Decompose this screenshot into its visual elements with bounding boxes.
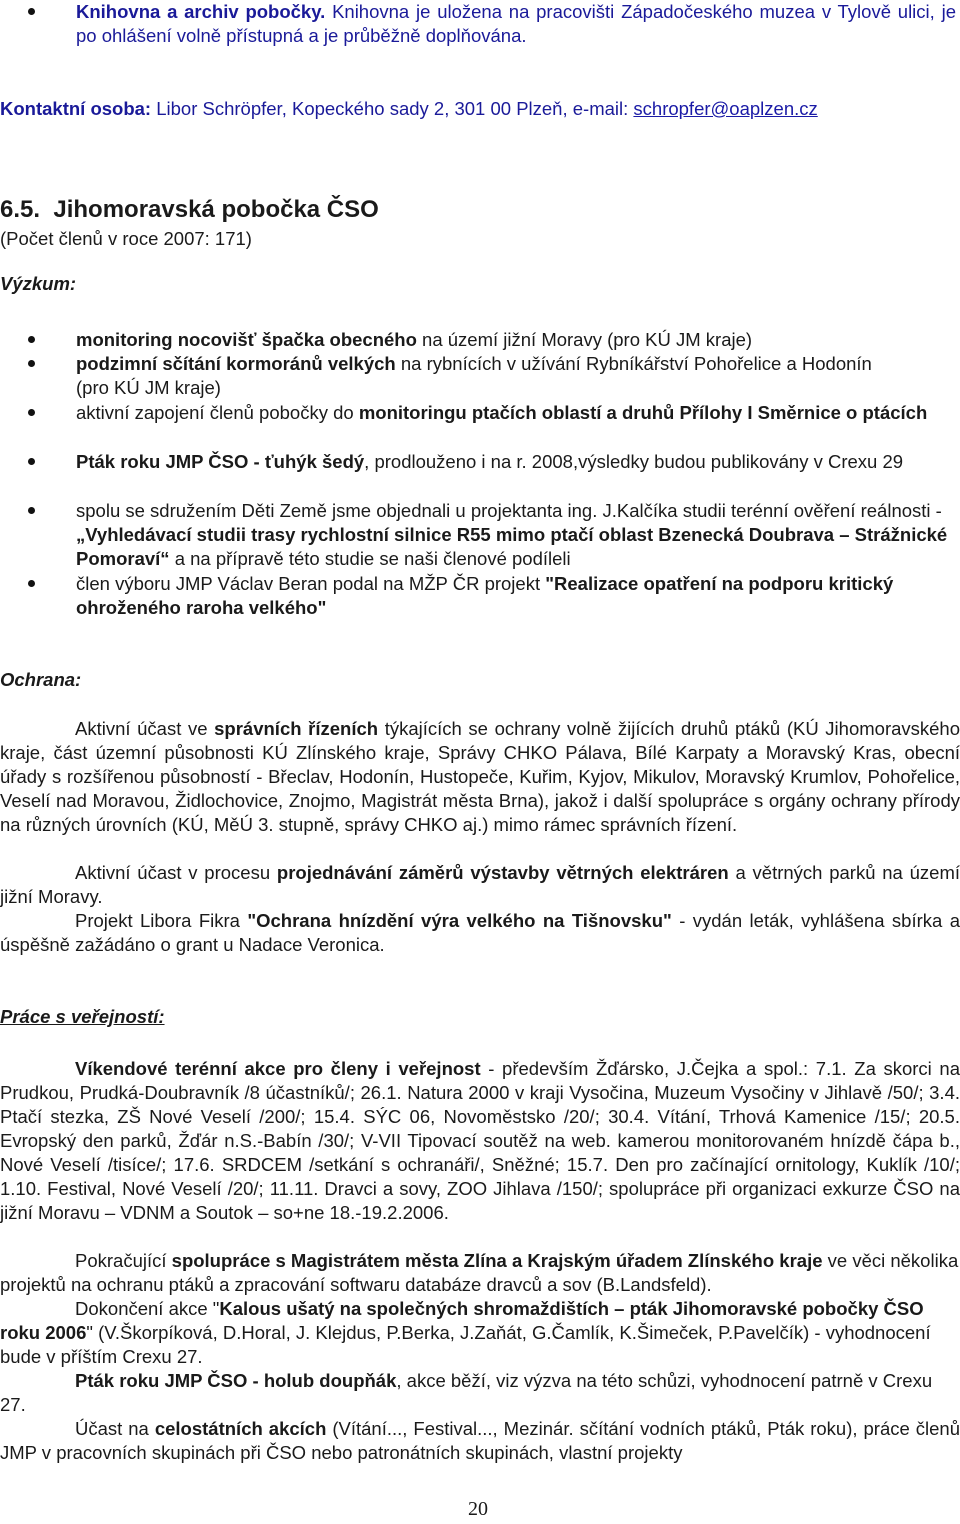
ochrana-text: a větrných parků na území jižní Moravy. [0,862,960,907]
ochrana-text: Aktivní účast v procesu [75,862,277,883]
vyzkum-item-text: a na přípravě této studie se naši členové podíleli [169,548,571,569]
section-number: 6.5. [0,196,41,223]
page-number: 20 [468,1498,488,1520]
vyzkum-item [76,572,956,620]
verejnost-text: (Vítání..., Festival..., Mezinár. sčítání vodních ptáků, Pták roku), práce členů JMP v pracovních skupinách při ČSO nebo patronátních skupinách, vlastní projekty [0,1418,960,1463]
library-text: Knihovna je uložena na pracovišti Západočeského muzea v Tylově ulici, je po ohlášení volně přístupná a je průběžně doplňována. [76,1,956,46]
vyzkum-item [76,328,956,352]
bullet-marker [28,458,35,465]
bullet-marker [28,8,35,15]
vyzkum-item [76,499,956,571]
members-count: (Počet členů v roce 2007: 171) [0,228,252,249]
verejnost-paragraph [0,1369,960,1417]
ochrana-text: týkajících se ochrany volně žijících druhů ptáků (KÚ Jihomoravského kraje, část územní působnosti KÚ Zlínského kraje, Správy CHKO Pálava, Bílé Karpaty a Moravský Kras, obecní úřady s rozšířenou působností - Břeclav, Hodonín, Hustopeče, Kuřim, Kyjov, Mikulov, Moravský Krumlov, Pohořelice, Veselí nad Moravou, Židlochovice, Znojmo, Magistrát města Brna), jakož i další spolupráce s orgány ochrany přírody na různých úrovních (KÚ, MěÚ 3. stupně, správy CHKO aj.) mimo rámec správních řízení. [0,718,960,835]
verejnost-bold: celostátních akcích [154,1418,327,1439]
vyzkum-item-bold: podzimní sčítání kormoránů velkých [76,353,396,374]
ochrana-paragraph [0,861,960,909]
verejnost-bold: Pták roku JMP ČSO - holub doupňák [75,1370,397,1391]
vyzkum-item-text: člen výboru JMP Václav Beran podal na MŽP ČR projekt [76,573,546,594]
bullet-marker [28,409,35,416]
verejnost-bold: spolupráce s Magistrátem města Zlína a Krajským úřadem Zlínského kraje [171,1250,823,1271]
library-bullet [76,0,956,48]
vyzkum-item-text: na rybnících v užívání Rybníkářství Pohořelice a Hodonín (pro KÚ JM kraje) [76,353,872,398]
verejnost-text: - především Žďársko, J.Čejka a spol.: 7.1. Za skorci na Prudkou, Prudká-Doubravník /8 účastníků/; 26.1. Natura 2000 v kraji Vysočina, Muzeum Vysočiny v Jihlavě /50/; 3.4. Ptačí stezka, ZŠ Nové Veselí /200/; 15.4. SÝC 06, Novoměstsko /20/; 30.4. Vítání, Trhová Kamenice /15/; 20.5. Evropský den parků, Žďár n.S.-Babín /30/; V-VII Tipovací soutěž na web. kamerou monitorovaném hnízdě čápa b., Nové Veselí /tisíce/; 17.6. SRDCEM /setkání s ochranáři/, Sněžné; 15.7. Den pro začínající ornitology, Kuklík /10/; 1.10. Festival, Nové Veselí /20/; 11.11. Dravci a sovy, ZOO Jihlava /150/; spolupráce při organizaci exkurze ČSO na jižní Moravu – VDNM a Soutok – so+ne 18.-19.2.2006. [0,1058,960,1223]
ochrana-bold: "Ochrana hnízdění výra velkého na Tišnovsku" [247,910,672,931]
vyzkum-heading: Výzkum: [0,273,77,294]
vyzkum-item-bold: Pták roku JMP ČSO - ťuhýk šedý [76,451,365,472]
ochrana-text: - vydán leták, vyhlášena sbírka a úspěšně zažádáno o grant u Nadace Veronica. [0,910,960,955]
vyzkum-item-bold: monitoringu ptačích oblastí a druhů Přílohy I Směrnice o ptácích [358,402,928,423]
vyzkum-item-text: na území jižní Moravy (pro KÚ JM kraje) [416,329,753,350]
library-title: Knihovna a archiv pobočky. [76,1,326,22]
contact-label: Kontaktní osoba: [0,98,152,119]
vyzkum-item-bold: "Realizace opatření na podporu kritický ohroženého raroha velkého" [76,573,894,618]
contact-email-link[interactable]: schropfer@oaplzen.cz [633,98,818,119]
verejnost-text: , akce běží, viz výzva na této schůzi, vyhodnocení patrně v Crexu 27. [0,1370,933,1415]
ochrana-bold: projednávání záměrů výstavby větrných elektráren [276,862,729,883]
verejnost-text: Dokončení akce " [75,1298,220,1319]
vyzkum-item [76,450,936,474]
ochrana-heading: Ochrana: [0,669,82,690]
verejnost-heading: Práce s veřejností: [0,1006,165,1027]
ochrana-paragraph [0,717,960,837]
ochrana-text: Projekt Libora Fikra [75,910,248,931]
bullet-marker [28,507,35,514]
verejnost-bold: Víkendové terénní akce pro členy i veřejnost [75,1058,481,1079]
verejnost-bold: Kalous ušatý na společných shromaždištích – pták Jihomoravské pobočky ČSO roku 2006 [0,1298,924,1343]
bullet-marker [28,580,35,587]
verejnost-paragraph [0,1249,960,1297]
ochrana-text: Aktivní účast ve [75,718,215,739]
section-heading [0,196,379,224]
section-title: Jihomoravská pobočka ČSO [53,196,379,223]
contact-line [0,97,960,121]
verejnost-text: Účast na [75,1418,155,1439]
ochrana-bold: správních řízeních [214,718,379,739]
vyzkum-item-text: spolu se sdružením Děti Země jsme objednali u projektanta ing. J.Kalčíka studii terénní ověření reálnosti - [76,500,942,521]
verejnost-paragraph [0,1297,960,1369]
vyzkum-item-text: , prodlouženo i na r. 2008,výsledky budou publikovány v Crexu 29 [364,451,904,472]
bullet-marker [28,360,35,367]
verejnost-text: ve věci několika projektů na ochranu ptáků a zpracování softwaru databáze dravců a sov (B.Landsfeld). [0,1250,959,1295]
contact-text: Libor Schröpfer, Kopeckého sady 2, 301 00 Plzeň, e-mail: [151,98,634,119]
ochrana-paragraph [0,909,960,957]
vyzkum-item-bold: monitoring nocovišť špačka obecného [76,329,417,350]
bullet-marker [28,336,35,343]
verejnost-text: " (V.Škorpíková, D.Horal, J. Klejdus, P.Berka, J.Zaňát, G.Čamlík, K.Šimeček, P.Pavelčík) - vyhodnocení bude v příštím Crexu 27. [0,1322,931,1367]
verejnost-paragraph [0,1417,960,1465]
verejnost-paragraph [0,1057,960,1225]
vyzkum-item [76,401,956,425]
vyzkum-item-text: aktivní zapojení členů pobočky do [76,402,359,423]
vyzkum-item-bold: „Vyhledávací studii trasy rychlostní silnice R55 mimo ptačí oblast Bzenecká Doubrava – Strážnické Pomoraví“ [76,524,948,569]
vyzkum-item [76,352,896,400]
verejnost-text: Pokračující [75,1250,172,1271]
